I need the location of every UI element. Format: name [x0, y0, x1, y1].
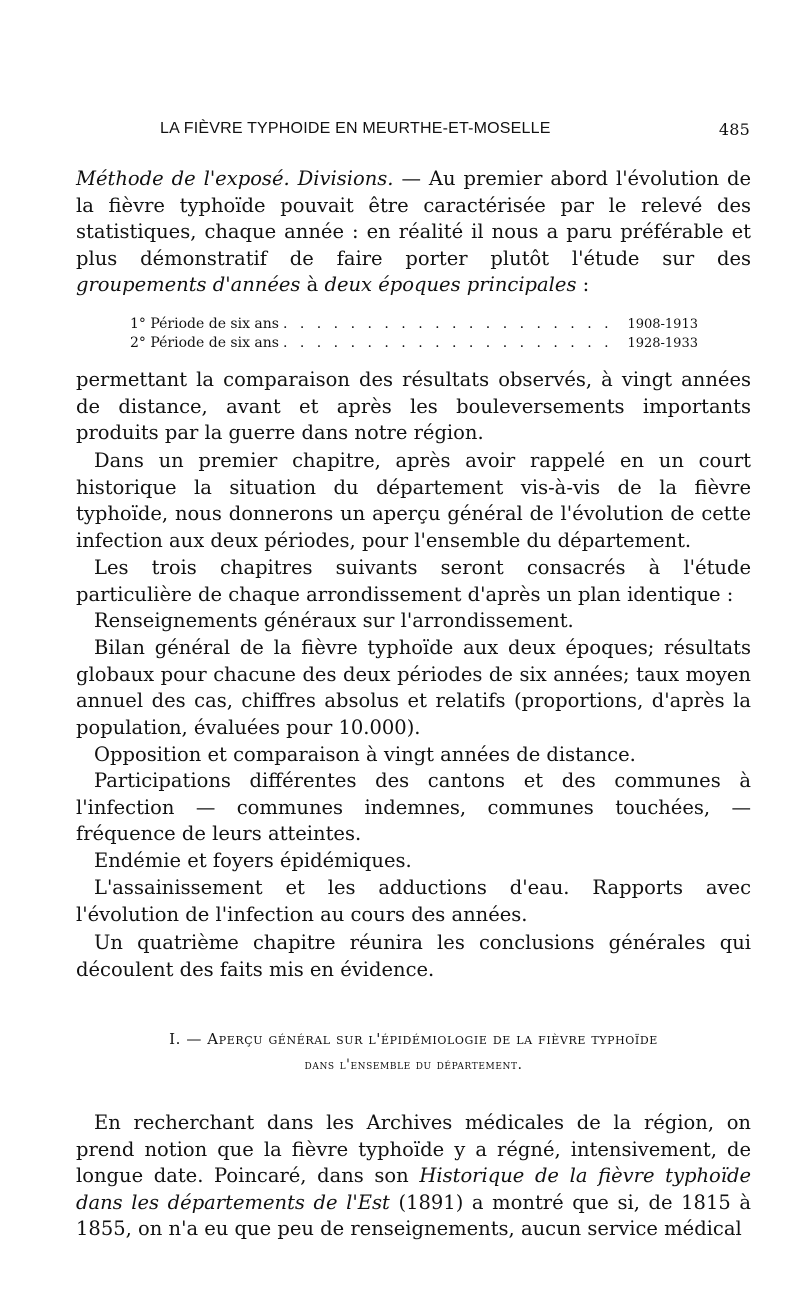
running-header	[160, 120, 750, 144]
paragraph-comparison: permettant la comparaison des résultats observés, à vingt années de distance, avant et après les bouleversements importants produits par la guerre dans notre région.	[76, 368, 751, 444]
paragraph-renseignements: Renseignements généraux sur l'arrondissement.	[94, 609, 574, 632]
period-label: 2° Période de six ans	[130, 335, 279, 351]
section-heading-line-1: I. — Aperçu général sur l'épidémiologie de la fièvre typhoïde	[169, 1030, 658, 1048]
paragraph-quatrieme-chapitre: Un quatrième chapitre réunira les conclusions générales qui découlent des faits mis en évidence.	[76, 931, 751, 981]
page-number: 485	[718, 120, 750, 139]
leader-dots	[279, 315, 619, 334]
period-label: 1° Période de six ans	[130, 316, 279, 332]
paragraph-archives	[76, 1110, 751, 1243]
paragraph-assainissement: L'assainissement et les adductions d'eau. Rapports avec l'évolution de l'infection au cours des années.	[76, 876, 751, 926]
paragraph-first-chapter: Dans un premier chapitre, après avoir rappelé en un court historique la situation du département vis-à-vis de la fièvre typhoïde, nous donnerons un aperçu général de l'évolution de cette infection aux deux périodes, pour l'ensemble du département.	[76, 449, 751, 552]
period-years: 1928-1933	[627, 336, 698, 351]
paragraph-opposition: Opposition et comparaison à vingt années de distance.	[94, 743, 636, 766]
paragraph-participations: Participations différentes des cantons et des communes à l'infection — communes indemnes, communes touchées, — fréquence de leurs atteintes.	[76, 769, 751, 845]
intro-text-2: à	[300, 273, 325, 296]
period-years: 1908-1913	[627, 317, 698, 332]
archives-italic-title: Historique de la fièvre typhoïde dans les départements de l'Est	[76, 1164, 752, 1214]
paragraph-endemie: Endémie et foyers épidémiques.	[94, 849, 412, 872]
archives-text-1: En recherchant dans les Archives médicales de la région, on prend notion que la fièvre typhoïde y a régné, intensivement, de longue date. Poincaré, dans son	[76, 1111, 751, 1187]
leader-dots	[279, 334, 619, 353]
header-title: LA FIÈVRE TYPHOIDE EN MEURTHE-ET-MOSELLE	[160, 120, 551, 137]
archives-text-2: (1891) a montré que si, de 1815 à 1855, on n'a eu que peu de renseignements, aucun service médical	[76, 1190, 751, 1240]
intro-italic-3: deux époques principales	[324, 273, 577, 296]
list-item	[130, 334, 698, 353]
intro-lead-italic: Méthode de l'exposé. Divisions.	[76, 167, 394, 190]
intro-italic-2: groupements d'années	[76, 273, 301, 296]
paragraph-bilan: Bilan général de la fièvre typhoïde aux deux époques; résultats globaux pour chacune des deux périodes de six années; taux moyen annuel des cas, chiffres absolus et relatifs (proportions, d'après la population, évaluées pour 10.000).	[76, 636, 751, 739]
intro-text-3: :	[576, 273, 590, 296]
intro-text-1: — Au premier abord l'évolution de la fièvre typhoïde pouvait être caractérisée par le relevé des statistiques, chaque année : en réalité il nous a paru préférable et plus démonstratif de faire porter plutôt l'étude sur des	[76, 167, 751, 270]
list-item	[130, 315, 698, 334]
paragraph-following-chapters: Les trois chapitres suivants seront consacrés à l'étude particulière de chaque arrondissement d'après un plan identique :	[76, 556, 751, 606]
section-heading-line-2: dans l'ensemble du département.	[304, 1057, 523, 1073]
intro-paragraph	[76, 166, 751, 299]
periods-list	[130, 315, 698, 353]
